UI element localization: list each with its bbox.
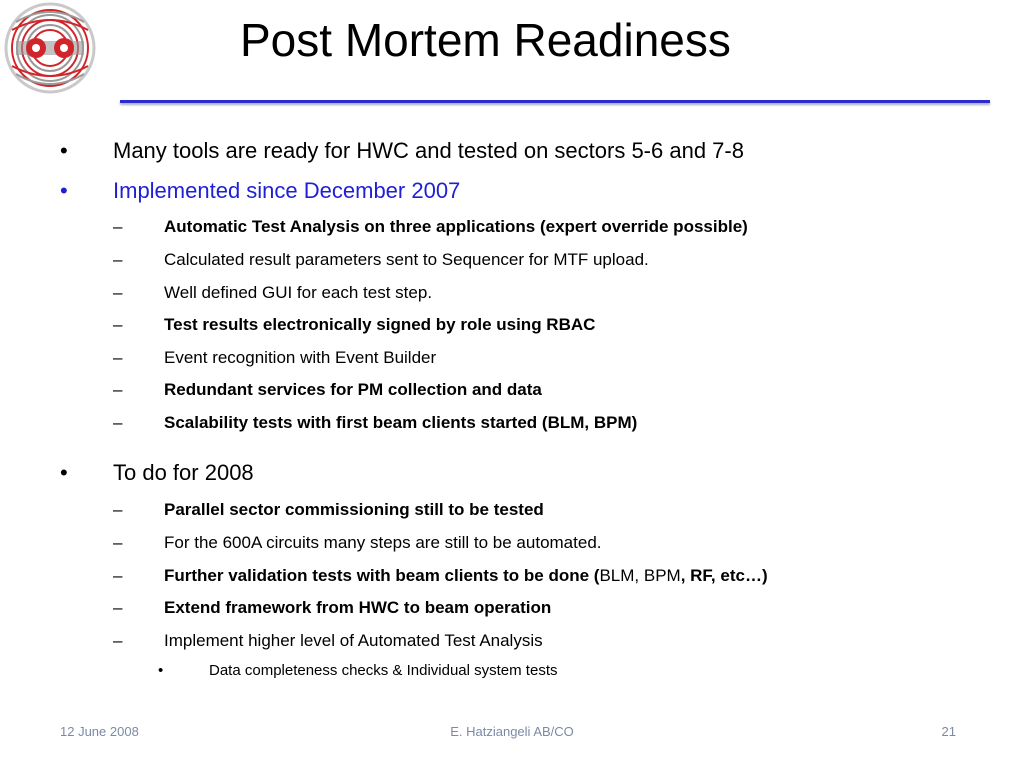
slide-title: Post Mortem Readiness [240, 14, 731, 66]
footer-date: 12 June 2008 [60, 724, 139, 739]
bullet-marker: • [158, 662, 164, 679]
bullet-marker: • [60, 138, 68, 163]
bullet-text-bold: , RF, etc…) [680, 566, 768, 585]
bullet-text: Implemented since December 2007 [113, 178, 461, 203]
bullet-marker: • [60, 178, 68, 203]
bullet-text [164, 566, 768, 586]
dash-marker: – [113, 250, 123, 269]
bullet-text: Parallel sector commissioning still to be tested [164, 500, 544, 519]
dash-marker: – [113, 413, 123, 432]
dash-marker: – [113, 500, 123, 519]
bullet-text: Scalability tests with first beam clients started (BLM, BPM) [164, 413, 638, 432]
dash-marker: – [113, 380, 123, 399]
page-number: 21 [941, 724, 956, 739]
bullet-text-plain: BLM, BPM [599, 566, 681, 585]
bullet-marker: • [60, 460, 68, 485]
bullet-text: Redundant services for PM collection and data [164, 380, 542, 399]
dash-marker: – [113, 631, 123, 650]
bullet-text: Calculated result parameters sent to Sequencer for MTF upload. [164, 250, 649, 269]
footer-author: E. Hatziangeli AB/CO [450, 724, 574, 739]
bullet-text: For the 600A circuits many steps are still to be automated. [164, 533, 602, 552]
bullet-text: Extend framework from HWC to beam operation [164, 598, 552, 617]
dash-marker: – [113, 566, 123, 585]
dash-marker: – [113, 283, 123, 302]
bullet-text: Test results electronically signed by role using RBAC [164, 315, 596, 334]
bullet-text: Event recognition with Event Builder [164, 348, 437, 367]
dash-marker: – [113, 348, 123, 367]
dash-marker: – [113, 598, 123, 617]
bullet-text: Implement higher level of Automated Test Analysis [164, 631, 543, 650]
bullet-text: To do for 2008 [113, 460, 254, 485]
bullet-text: Well defined GUI for each test step. [164, 283, 433, 302]
bullet-text: Data completeness checks & Individual system tests [209, 662, 558, 679]
bullet-text: Many tools are ready for HWC and tested on sectors 5-6 and 7-8 [113, 138, 744, 163]
dash-marker: – [113, 217, 123, 236]
bullet-text: Automatic Test Analysis on three applications (expert override possible) [164, 217, 748, 236]
bullet-text-bold: Further validation tests with beam clients to be done ( [164, 566, 600, 585]
dash-marker: – [113, 315, 123, 334]
dash-marker: – [113, 533, 123, 552]
